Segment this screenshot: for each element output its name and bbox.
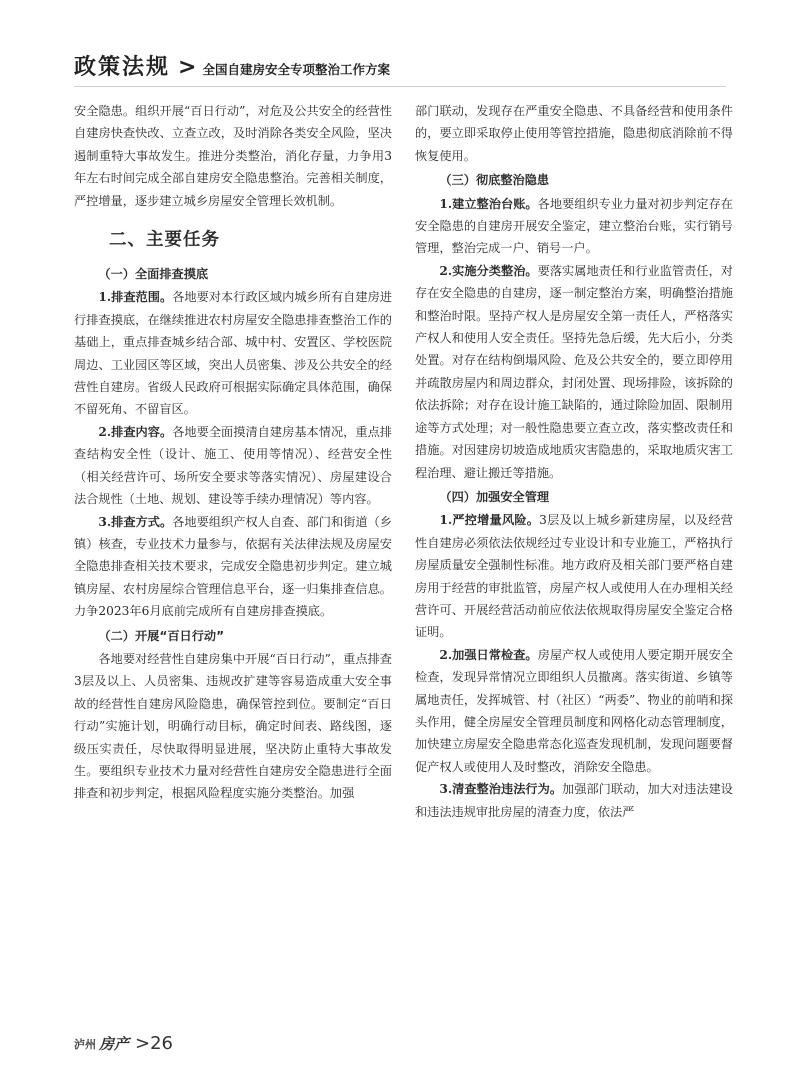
item-lead: 3.排查方式。 [98, 514, 173, 529]
left-column [74, 100, 392, 805]
paragraph [74, 421, 392, 511]
item-lead: 2.排查内容。 [98, 424, 173, 439]
chevron-right-icon: > [178, 55, 197, 80]
item-text: 加强部门联动，加大对违法建设和违法违规审批房屋的清查力度，依法严 [415, 782, 733, 819]
page-number: >26 [135, 1033, 174, 1054]
item-lead: 2.实施分类整治。 [439, 263, 538, 278]
subsection-heading: （一）全面排查摸底 [98, 267, 209, 282]
item-text: 各地要全面摸清自建房基本情况，重点排查结构安全性（设计、施工、使用等情况）、经营安全性（相关经营许可、场所安全要求等落实情况）、房屋建设合法合规性（土地、规划、建设等手续办理情况）等内容。 [74, 424, 392, 507]
item-text: 各地要组织专业力量对初步判定存在安全隐患的自建房开展安全鉴定，建立整治台账，实行销号管理，整治完成一户、销号一户。 [415, 196, 733, 256]
page-header [74, 50, 390, 81]
item-lead: 2.加强日常检查。 [439, 647, 538, 662]
publication-logo: 房产 [99, 1035, 130, 1053]
item-lead: 1.严控增量风险。 [439, 513, 540, 528]
subsection-heading: （二）开展“百日行动” [98, 628, 225, 643]
article-title: 全国自建房安全专项整治工作方案 [202, 62, 390, 77]
paragraph: 安全隐患。组织开展“百日行动”，对危及公共安全的经营性自建房快查快改、立查立改，及时消除各类安全风险，坚决遏制重特大事故发生。推进分类整治，消化存量，力争用3年左右时间完成全部自建房安全隐患整治。完善相关制度，严控增量，逐步建立城乡房屋安全管理长效机制。 [74, 104, 392, 208]
right-column [415, 100, 733, 823]
paragraph: 部门联动，发现存在严重安全隐患、不具备经营和使用条件的，要立即采取停止使用等管控措施，隐患彻底消除前不得恢复使用。 [415, 104, 733, 163]
paragraph [415, 644, 733, 778]
item-text: 3层及以上城乡新建房屋，以及经营性自建房必须依法依规经过专业设计和专业施工，严格执行房屋质量安全强制性标准。地方政府及相关部门要严格自建房用于经营的审批监管，房屋产权人或使用人在办理相关经营许可、开展经营活动前应依法依规取得房屋安全鉴定合格证明。 [415, 513, 733, 640]
subsection-heading: （四）加强安全管理 [439, 489, 550, 504]
item-text: 各地要组织产权人自查、部门和街道（乡镇）核查，专业技术力量参与，依据有关法律法规及房屋安全隐患排查相关技术要求，完成安全隐患初步判定。建立城镇房屋、农村房屋综合管理信息平台，逐一归集排查信息。力争2023年6月底前完成所有自建房排查摸底。 [74, 514, 392, 619]
item-text: 各地要对本行政区域内城乡所有自建房进行排查摸底，在继续推进农村房屋安全隐患排查整治工作的基础上，重点排查城乡结合部、城中村、安置区、学校医院周边、工业园区等区域，突出人员密集、涉及公共安全的经营性自建房。省级人民政府可根据实际确定具体范围，确保不留死角、不留盲区。 [74, 290, 392, 417]
section-heading: 二、主要任务 [109, 230, 220, 251]
item-lead: 3.清查整治违法行为。 [439, 782, 563, 797]
publication-city: 泸州 [74, 1037, 96, 1051]
page-footer [74, 1033, 173, 1054]
item-lead: 1.建立整治台账。 [439, 196, 538, 211]
header-divider [74, 86, 726, 87]
subsection-heading: （三）彻底整治隐患 [439, 173, 550, 188]
item-text: 房屋产权人或使用人要定期开展安全检查，发现异常情况立即组织人员撤离。落实街道、乡镇等属地责任，发挥城管、村（社区）“两委”、物业的前哨和探头作用，健全房屋安全管理员制度和网格化动态管理制度，加快建立房屋安全隐患常态化巡查发现机制，发现问题要督促产权人或使用人及时整改，消除安全隐患。 [415, 647, 733, 774]
section-title: 政策法规 [74, 55, 171, 80]
paragraph [74, 511, 392, 623]
paragraph [415, 509, 733, 643]
paragraph [415, 193, 733, 260]
paragraph [74, 286, 392, 420]
item-lead: 1.排查范围。 [98, 290, 173, 305]
paragraph: 各地要对经营性自建房集中开展“百日行动”，重点排查3层及以上、人员密集、违规改扩建等容易造成重大安全事故的经营性自建房风险隐患，确保管控到位。要制定“百日行动”实施计划，明确行动目标，确定时间表、路线图，逐级压实责任，尽快取得明显进展，坚决防止重特大事故发生。要组织专业技术力量对经营性自建房安全隐患进行全面排查和初步判定，根据风险程度实施分类整治。加强 [74, 651, 392, 801]
paragraph [415, 260, 733, 484]
paragraph [415, 778, 733, 823]
item-text: 要落实属地责任和行业监管责任，对存在安全隐患的自建房，逐一制定整治方案，明确整治措施和整治时限。坚持产权人是房屋安全第一责任人，严格落实产权人和使用人安全责任。坚持先急后缓，先大后小，分类处置。对存在结构倒塌风险、危及公共安全的，要立即停用并疏散房屋内和周边群众，封闭处置、现场排险，该拆除的依法拆除；对存在设计施工缺陷的，通过除险加固、限制用途等方式处理；对一般性隐患要立查立改，落实整改责任和措施。对因建房切坡造成地质灾害隐患的，采取地质灾害工程治理、避让搬迁等措施。 [415, 263, 733, 480]
